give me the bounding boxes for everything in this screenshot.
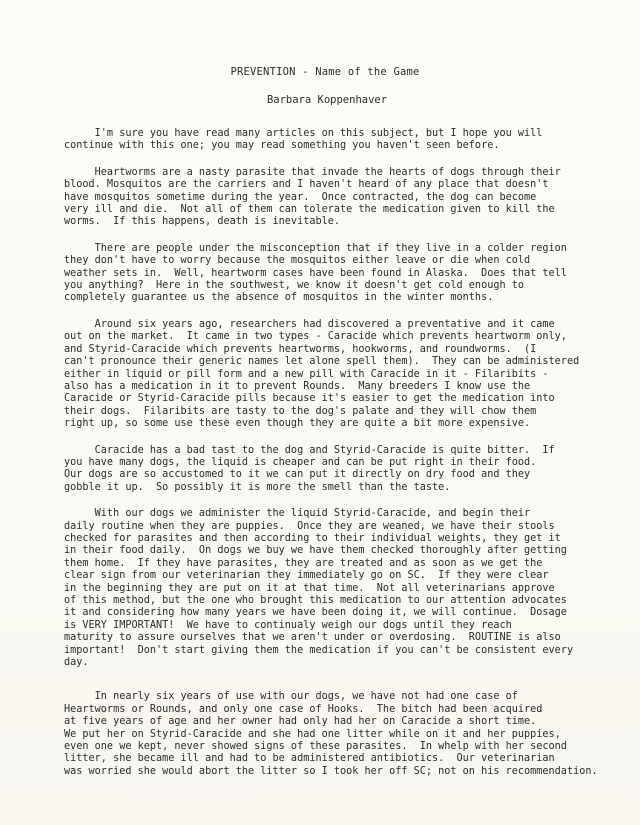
paragraph	[64, 167, 598, 229]
text-line: also has a medication in it to prevent Rounds. Many breeders I know use the	[64, 380, 531, 392]
paragraph	[64, 319, 598, 431]
text-line: important! Don't start giving them the medication if you can't be consistent every	[64, 644, 574, 656]
text-line: in their food daily. On dogs we buy we have them checked thoroughly after getting	[64, 545, 567, 557]
text-line: Caracide has a bad tast to the dog and Styrid-Caracide is quite bitter. If	[64, 444, 555, 456]
text-line: Around six years ago, researchers had discovered a preventative and it came	[64, 318, 555, 330]
text-line: they don't have to worry because the mosquitos either leave or die when cold	[64, 255, 531, 267]
text-line: With our dogs we administer the liquid Styrid-Caracide, and begin their	[64, 508, 531, 520]
text-line: their dogs. Filaribits are tasty to the dog's palate and they will chow them	[64, 405, 537, 417]
paragraph	[64, 445, 598, 495]
author-name: Barbara Koppenhaver	[266, 94, 388, 106]
paragraph	[64, 243, 598, 305]
text-line: at five years of age and her owner had only had her on Caracide a short time.	[64, 716, 537, 728]
text-line: have mosquitos sometime during the year. Once contracted, the dog can become	[64, 191, 537, 203]
text-line: litter, she became ill and had to be administered antibiotics. Our veterinarian	[64, 753, 555, 765]
text-line: Heartworms are a nasty parasite that invade the hearts of dogs through their	[64, 166, 561, 178]
paragraph	[64, 508, 598, 669]
text-line: blood. Mosquitos are the carriers and I haven't heard of any place that doesn't	[64, 179, 549, 191]
text-line: it and considering how many years we have been doing it, we will continue. Dosage	[64, 607, 567, 619]
text-line: continue with this one; you may read something you haven't seen before.	[64, 140, 500, 152]
text-line: in the beginning they are put on it at that time. Not all veterinarians approve	[64, 582, 555, 594]
text-line: There are people under the misconception that if they live in a colder region	[64, 242, 567, 254]
text-line: you anything? Here in the southwest, we know it doesn't get cold enough to	[64, 280, 525, 292]
text-line: very ill and die. Not all of them can tolerate the medication given to kill the	[64, 204, 555, 216]
text-line: out on the market. It came in two types - Caracide which prevents heartworm only,	[64, 331, 567, 343]
text-line: maturity to assure ourselves that we aren't under or overdosing. ROUTINE is also	[64, 632, 561, 644]
text-line: and Styrid-Caracide which prevents heartworms, hookworms, and roundworms. (I	[64, 343, 537, 355]
text-line: was worried she would abort the litter so I took her off SC; not on his recommendation.	[64, 765, 598, 777]
text-line: Caracide or Styrid-Caracide pills because it's easier to get the medication into	[64, 393, 555, 405]
text-line: can't pronounce their generic names let alone spell them). They can be administered	[64, 356, 580, 368]
text-line: weather sets in. Well, heartworm cases have been found in Alaska. Does that tell	[64, 267, 567, 279]
text-line: of this method, but the one who brought this medication to our attention advocates	[64, 595, 567, 606]
text-line: them home. If they have parasites, they are treated and as soon as we get the	[64, 557, 543, 569]
text-line: Our dogs are so accustomed to it we can put it directly on dry food and they	[64, 469, 531, 481]
paragraph	[64, 128, 598, 153]
text-line: is VERY IMPORTANT! We have to continualy weigh our dogs until they reach	[64, 619, 512, 631]
text-line: We put her on Styrid-Caracide and she had one litter while on it and her puppies,	[64, 728, 561, 740]
text-line: completely guarantee us the absence of mosquitos in the winter months.	[64, 292, 494, 304]
text-line: day.	[64, 657, 89, 669]
text-line: gobble it up. So possibly it is more the smell than the taste.	[64, 481, 451, 493]
text-line: right up, so some use these even though they are quite a bit more expensive.	[64, 418, 531, 430]
text-line: clear sign from our veterinarian they immediately go on SC. If they were clear	[64, 570, 549, 582]
text-line: either in liquid or pill form and a new pill with Caracide in it - Filaribits -	[64, 368, 549, 380]
text-line: even one we kept, never showed signs of these parasites. In whelp with her second	[64, 741, 567, 753]
paragraph	[64, 691, 598, 778]
text-line: worms. If this happens, death is inevitable.	[64, 216, 341, 228]
text-line: you have many dogs, the liquid is cheaper and can be put right in their food.	[64, 456, 537, 468]
text-line: daily routine when they are puppies. Once they are weaned, we have their stools	[64, 520, 555, 532]
article-body	[64, 128, 598, 778]
text-line: checked for parasites and then according to their individual weights, they get it	[64, 532, 561, 544]
document-title: PREVENTION - Name of the Game	[230, 66, 420, 78]
text-line: Heartworms or Rounds, and only one case of Hooks. The bitch had been acquired	[64, 703, 543, 715]
text-line: I'm sure you have read many articles on this subject, but I hope you will	[64, 128, 543, 139]
text-line: In nearly six years of use with our dogs, we have not had one case of	[64, 691, 518, 703]
